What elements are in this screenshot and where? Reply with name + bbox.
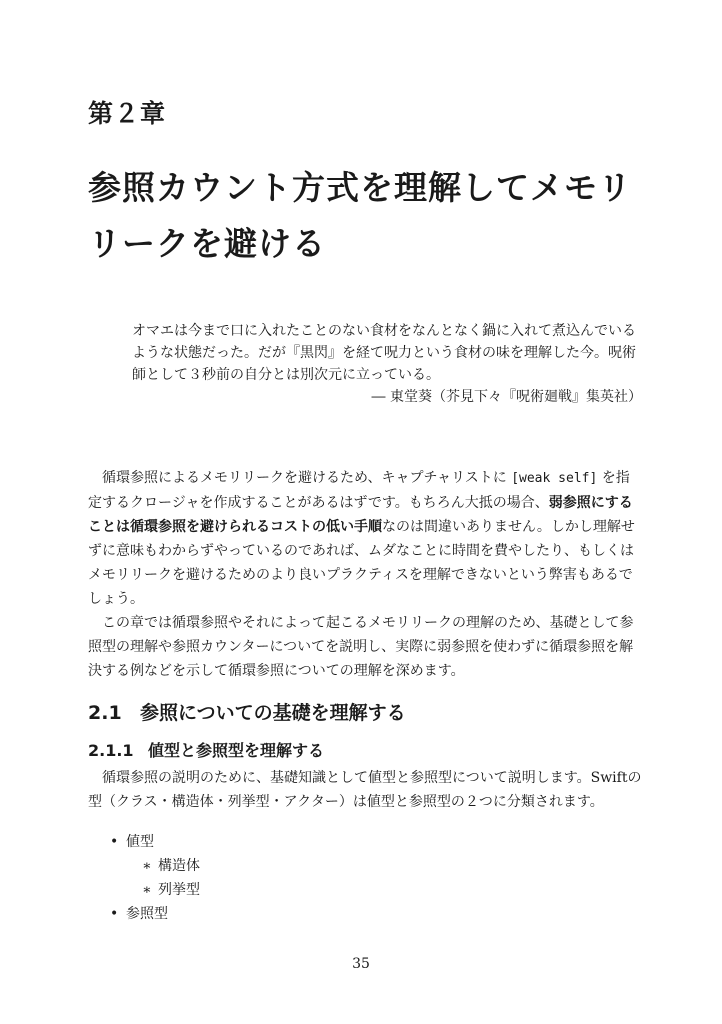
bullet-icon: • — [110, 906, 119, 922]
type-list — [110, 830, 200, 926]
subsection-number: 2.1.1 — [88, 741, 134, 760]
intro-text — [88, 466, 642, 683]
intro-paragraph-2: この章では循環参照やそれによって起こるメモリリークの理解のため、基礎として参照型の理解や参照カウンターについてを説明し、実際に弱参照を使わずに循環参照を解決する例などを示して循環参照についての理解を深めます。 — [88, 615, 634, 679]
subsection-heading — [88, 738, 324, 761]
list-item — [110, 830, 200, 854]
asterisk-icon: ∗ — [142, 858, 152, 874]
subsection-body — [88, 766, 642, 814]
section-heading — [88, 698, 406, 725]
asterisk-icon: ∗ — [142, 882, 152, 898]
list-item — [110, 902, 200, 926]
list-item-label: 参照型 — [126, 906, 168, 922]
bullet-icon: • — [110, 834, 119, 850]
epigraph-source: ― 東堂葵（芥見下々『呪術廻戦』集英社） — [371, 389, 642, 405]
epigraph — [132, 320, 642, 408]
sub-list-item — [110, 878, 200, 902]
chapter-label: 第２章 — [88, 99, 167, 128]
page-number: 35 — [352, 956, 370, 972]
epigraph-quote: オマエは今まで口に入れたことのない食材をなんとなく鍋に入れて煮込んでいるような状態だった。だが『黒閃』を経て呪力という食材の味を理解した今。呪術師として３秒前の自分とは別次元に立っている。 — [132, 323, 636, 383]
sub-list-item-label: 列挙型 — [158, 882, 200, 898]
chapter-title: 参照カウント方式を理解してメモリリークを避ける — [88, 168, 632, 263]
subsection-title: 値型と参照型を理解する — [148, 741, 325, 760]
list-item-label: 値型 — [126, 834, 154, 850]
sub-list-item-label: 構造体 — [158, 858, 200, 874]
intro-text-2: を指定するクロージャを作成することがあるはずです。もちろん大抵の場合、 — [88, 470, 630, 511]
inline-code: [weak self] — [511, 471, 598, 486]
intro-text-3: なのは間違いありません。しかし理解せずに意味もわからずやっているのであれば、ムダなことに時間を費やしたり、もしくはメモリリークを避けるためのより良いプラクティスを理解できないという弊害もあるでしょう。 — [88, 519, 635, 607]
intro-text-1: 循環参照によるメモリリークを避けるため、キャプチャリストに — [102, 470, 512, 486]
section-number: 2.1 — [88, 702, 122, 724]
section-title: 参照についての基礎を理解する — [140, 702, 406, 724]
subsection-paragraph: 循環参照の説明のために、基礎知識として値型と参照型について説明します。Swiftの型（クラス・構造体・列挙型・アクター）は値型と参照型の２つに分類されます。 — [88, 770, 642, 810]
sub-list-item — [110, 854, 200, 878]
emphasis-text: 弱参照にすることは循環参照を避けられるコストの低い手順 — [88, 495, 633, 535]
intro-paragraph-1 — [88, 466, 642, 611]
